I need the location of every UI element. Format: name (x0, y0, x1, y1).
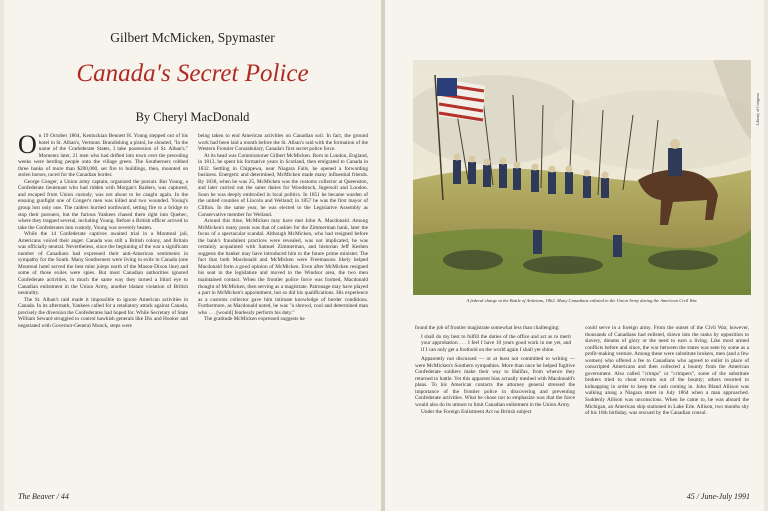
left-folio: The Beaver / 44 (18, 492, 69, 501)
right-column-1 (415, 325, 575, 485)
paragraph: At its head was Commissioner Gilbert McMicken. Born in London, England, in 1813, he spent his formative years in Scotland, then emigrated to Canada in 1832. Settling in Chippewa, near Niagara Falls, he opened a forwarding business. Energetic and determined, McMicken made many influential friends. By 1838, when he was 25, McMicken was the customs collector at Queenston, and later carried out the same duties for Woodstock, Ingersoll and London. Soon he was deeply embroiled in local politics. In 1851 he became warden of the united counties of Lincoln and Welland; in 1857 he was the first mayor of Clifton. In the same year, he was elected to the Legislative Assembly as Conservative member for Welland. (198, 152, 368, 218)
paragraph: While the 14 Confederate captives awaited trial in a Montreal jail, Americans voiced their anger. Canada was still a British colony, and Britain was officially neutral. Nevertheless, since the beginning of the war a significant number of Canadians had expressed their anti-American sentiments in sympathy for the South. Many Southerners were living in exile in Canada (one Montreal hotel served the best mint juleps north of the Mason-Dixon line) and some of those exiles were spies. But most Canadian authorities ignored Confederate activities, in much the same way they turned a blind eye to Canadian enlistment in the Union Army, another blatant violation of British neutrality. (18, 231, 188, 297)
paragraph: Around this time, McMicken may have met John A. Macdonald. Among McMicken's many posts was that of cashier for the Zimmerman bank, later the focus of a spectacular scandal. Although McMicken, who had resigned before the bank's fraudulent practices were revealed, was not implicated, he was certainly acquainted with Samuel Zimmerman, and historian Jeff Keshen suggests the banker may have introduced him to the future prime minister. The fact that both Macdonald and McMicken were Freemasons likely helped Macdonald form a good opinion of McMicken. Even after McMicken resigned his seat in the legislature and moved to the Windsor area, the two men maintained contact. When the frontier police force was formed, Macdonald thought of McMicken, then serving as a magistrate. Patronage may have played a part in McMicken's appointment, but so did his qualifications. His experience as a customs collector gave him intimate knowledge of border conditions. Furthermore, as Macdonald noted, he was "a shrewd, cool and determined man who . . . [would] fearlessly perform his duty." (198, 218, 368, 316)
paragraph-text: n 19 October 1864, Kentuckian Bennett H. Young stepped out of his hotel in St. Alban's, Vermont. Brandishing a pistol, he shouted, "In the name of the Confederate States, I take possession of St. Alban's." Moments later, 21 men who had drifted into town over the preceding weeks were herding people onto the village green. The Southerners robbed three banks of more than $200,000, set fire to buildings, then, mounted on stolen horses, raced for the Canadian border. (18, 133, 188, 179)
battle-painting (413, 60, 751, 295)
paragraph: found the job of frontier magistrate somewhat less than challenging: (415, 325, 560, 331)
article-title: Canada's Secret Police (76, 60, 309, 87)
right-page (385, 0, 764, 511)
paragraph (18, 133, 188, 179)
paragraph: Apparently not discussed — or at least not committed to writing — were McMicken's Southern sympathies. More than once he helped fugitive Confederate soldiers make their way to Halifax, from whence they returned to battle. Yet this apparent bias actually meshed with Macdonald's plans. To his American contacts the attorney general stressed the importance of the frontier police in discovering and preventing Confederate activities. What he chose not to emphasize was that the force would also do its utmost to limit Canadian enlistment in the Union Army. (415, 356, 575, 409)
drop-cap: O (18, 133, 37, 159)
paragraph: George Conger, a Union army captain, organized the pursuit. But Young, a Confederate lieutenant who had ridden with Morgan's Raiders, was captured, and escaped from Union custody, was not about to be caught again. In the ensuing gunfight one of Conger's men was killed and two wounded. Young's group lost only one. The raiders hurried northward, setting fire to a bridge to stop their pursuers, but the furious Yankees chased them right into Quebec, where they trapped several, including Young. Before a British officer arrived to take the Confederates into custody, Young was severely beaten. (18, 178, 188, 231)
byline: By Cheryl MacDonald (135, 110, 250, 124)
kicker: Gilbert McMicken, Spymaster (110, 30, 275, 45)
right-folio: 45 / June-July 1991 (686, 492, 750, 501)
image-caption: A federal charge at the Battle of Antietam, 1862. Many Canadians enlisted in the Union Army during the American Civil War. (466, 298, 698, 303)
paragraph: The gratitude McMicken expressed suggests he (204, 316, 305, 323)
left-column-2 (198, 133, 368, 485)
left-column-1 (18, 133, 188, 485)
paragraph: being taken to end American activities on Canadian soil. In fact, the ground work had been laid a month before the St. Alban's raid with the formation of the Western Frontier Constabulary, Canada's first secret police force. (198, 133, 368, 153)
left-page (4, 0, 381, 511)
paragraph: The St. Alban's raid made it impossible to ignore American activities in Canada. In its aftermath, Yankees called for a retaliatory attack against Canada, precisely the diversion the Confederates had hoped for. While Secretary of State William Seward struggled to control hawkish generals like Dix and Hooker and negotiated with Governor-General Monck, steps were (18, 296, 188, 329)
image-credit: Library of Congress (755, 92, 760, 125)
block-quote: I shall do my best to fulfill the duties of the office and act as to merit your approbation . . . I feel I have 10 years good work in me yet, and if I can only get a foothold on the world again I shall yet shine. (421, 333, 571, 353)
paragraph: Under the Foreign Enlistment Act no British subject (421, 408, 532, 415)
right-column-2 (585, 325, 749, 485)
paragraph: could serve in a foreign army. From the outset of the Civil War, however, thousands of Canadians had enlisted, drawn into the ranks by opposition to slavery, dreams of glory or the need to earn a living. Like most armed conflicts before and since, the war between the states was seen by some as a profit-making venture. Among these were substitute brokers, men (and a few women) who offered a fee to Canadians who agreed to enlist in place of conscripted Americans and then collected a bounty from the American government. Also called "crimps" or "crimpers", some of the substitute brokers tried to cheat recruits out of the bounty; others resorted to kidnapping in order to keep the cash coming in. John Bland Allison was walking along a Niagara street in July 1864 when a man approached. Suddenly Allison was unconscious. When he came to, he was aboard the Michigan, an American ship stationed in Lake Erie. Allison, two months shy of his 16th birthday, was rescued by the Canadian consul. (585, 325, 749, 417)
